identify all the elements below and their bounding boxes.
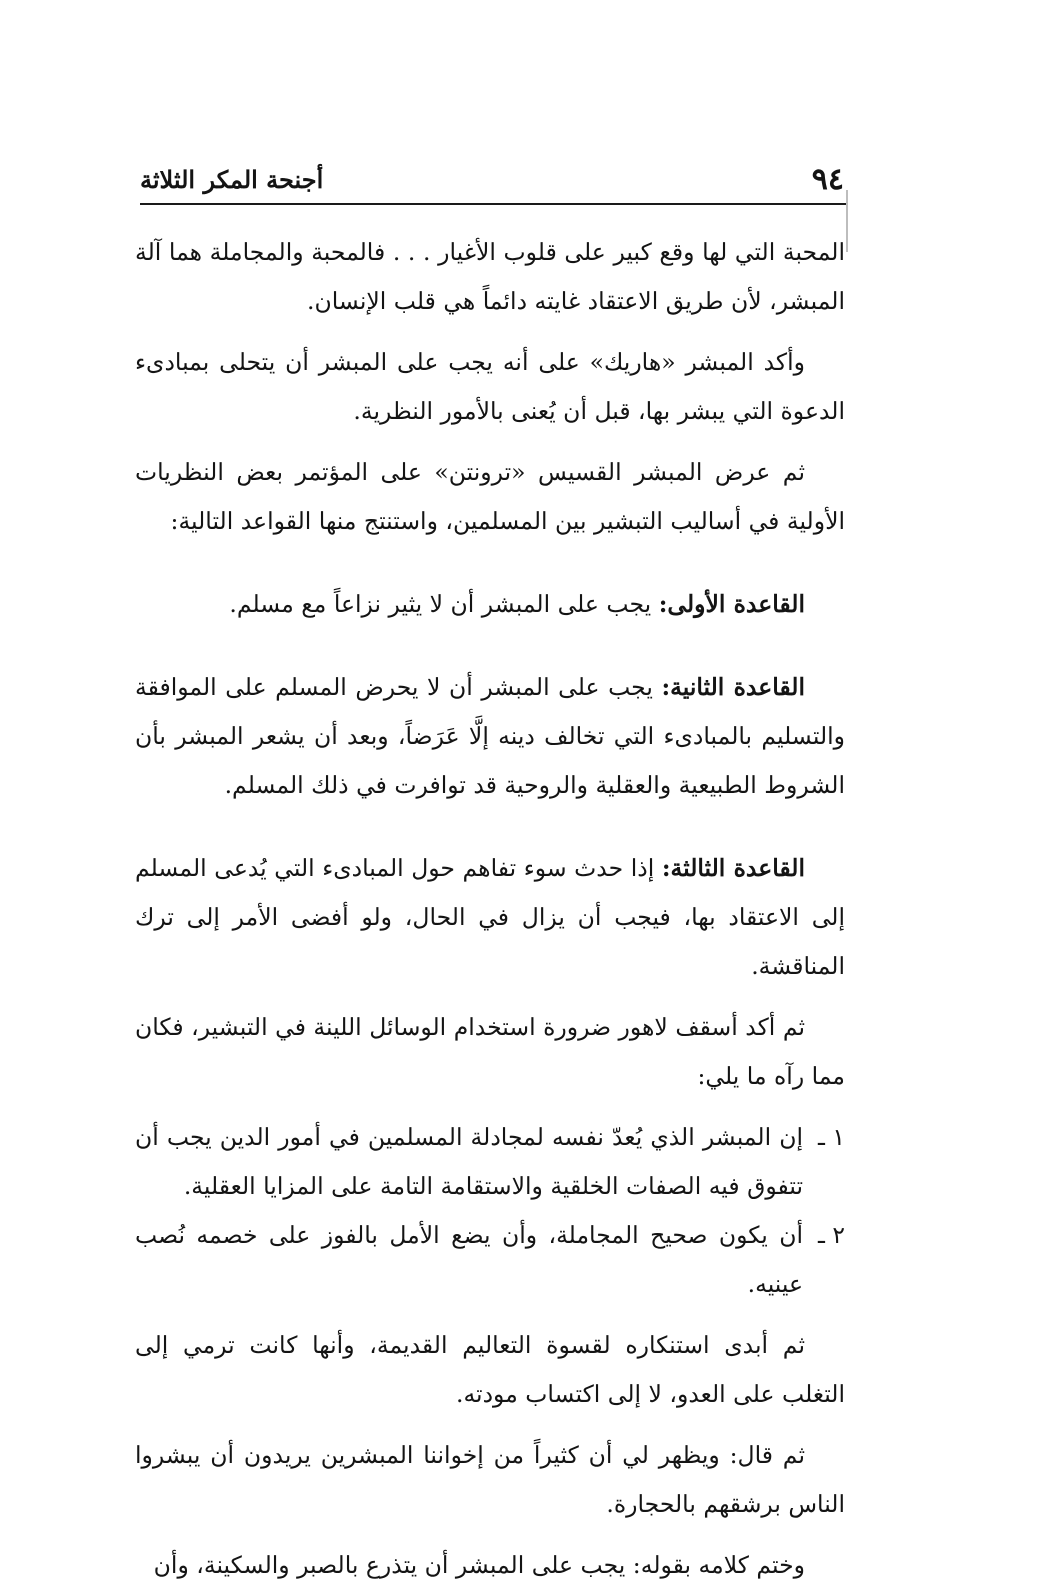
spacer bbox=[135, 558, 845, 580]
rule-2 bbox=[135, 663, 845, 810]
rule-3-label: القاعدة الثالثة: bbox=[661, 854, 805, 882]
paragraph-4: ثم أكد أسقف لاهور ضرورة استخدام الوسائل اللينة في التبشير، فكان مما رآه ما يلي: bbox=[135, 1013, 845, 1090]
paragraph-7: وختم كلامه بقوله: يجب على المبشر أن يتذرع بالصبر والسكينة، وأن bbox=[153, 1551, 805, 1579]
page-header bbox=[140, 160, 848, 204]
paragraph-1: المحبة التي لها وقع كبير على قلوب الأغيار . . . فالمحبة والمجاملة هما آلة المبشر، لأن طريق الاعتقاد غايته دائماً هي قلب الإنسان. bbox=[135, 238, 845, 315]
body-text bbox=[135, 228, 845, 1590]
rule-1-text: يجب على المبشر أن لا يثير نزاعاً مع مسلم. bbox=[229, 590, 652, 618]
spacer bbox=[135, 822, 845, 844]
list-item-2-text: أن يكون صحيح المجاملة، وأن يضع الأمل بالفوز على خصمه نُصب عينيه. bbox=[135, 1221, 803, 1298]
list-item-2-number: ٢ ـ bbox=[818, 1221, 845, 1249]
page-number: ٩٤ bbox=[811, 162, 844, 197]
rule-1 bbox=[135, 580, 845, 629]
rule-2-label: القاعدة الثانية: bbox=[661, 673, 805, 701]
paragraph-2: وأكد المبشر «هاريك» على أنه يجب على المبشر أن يتحلى بمبادىء الدعوة التي يبشر بها، قبل أن يُعنى بالأمور النظرية. bbox=[135, 348, 845, 425]
list-item-1-number: ١ ـ bbox=[818, 1123, 845, 1151]
spacer bbox=[135, 641, 845, 663]
list-item-2 bbox=[135, 1211, 845, 1309]
rule-3-text: إذا حدث سوء تفاهم حول المبادىء التي يُدعى المسلم إلى الاعتقاد بها، فيجب أن يزال في الحال، ولو أفضى الأمر إلى ترك المناقشة. bbox=[135, 854, 845, 980]
header-rule bbox=[140, 203, 848, 205]
rule-1-label: القاعدة الأولى: bbox=[658, 590, 805, 618]
paragraph-6: ثم قال: ويظهر لي أن كثيراً من إخواننا المبشرين يريدون أن يبشروا الناس برشقهم بالحجارة. bbox=[135, 1441, 845, 1518]
running-title: أجنحة المكر الثلاثة bbox=[140, 165, 324, 194]
list-item-1 bbox=[135, 1113, 845, 1211]
rule-3 bbox=[135, 844, 845, 991]
list-item-1-text: إن المبشر الذي يُعدّ نفسه لمجادلة المسلمين في أمور الدين يجب أن تتفوق فيه الصفات الخلقية والاستقامة التامة على المزايا العقلية. bbox=[135, 1123, 803, 1200]
scan-edge-mark bbox=[846, 190, 848, 252]
paragraph-5: ثم أبدى استنكاره لقسوة التعاليم القديمة، وأنها كانت ترمي إلى التغلب على العدو، لا إلى اكتساب مودته. bbox=[135, 1331, 845, 1408]
paragraph-3: ثم عرض المبشر القسيس «ترونتن» على المؤتمر بعض النظريات الأولية في أساليب التبشير بين المسلمين، واستنتج منها القواعد التالية: bbox=[135, 458, 845, 535]
rule-2-text: يجب على المبشر أن لا يحرض المسلم على الموافقة والتسليم بالمبادىء التي تخالف دينه إلَّا عَرَضاً، وبعد أن يشعر المبشر بأن الشروط الطبيعية والعقلية والروحية قد توافرت في ذلك المسلم. bbox=[135, 673, 845, 799]
